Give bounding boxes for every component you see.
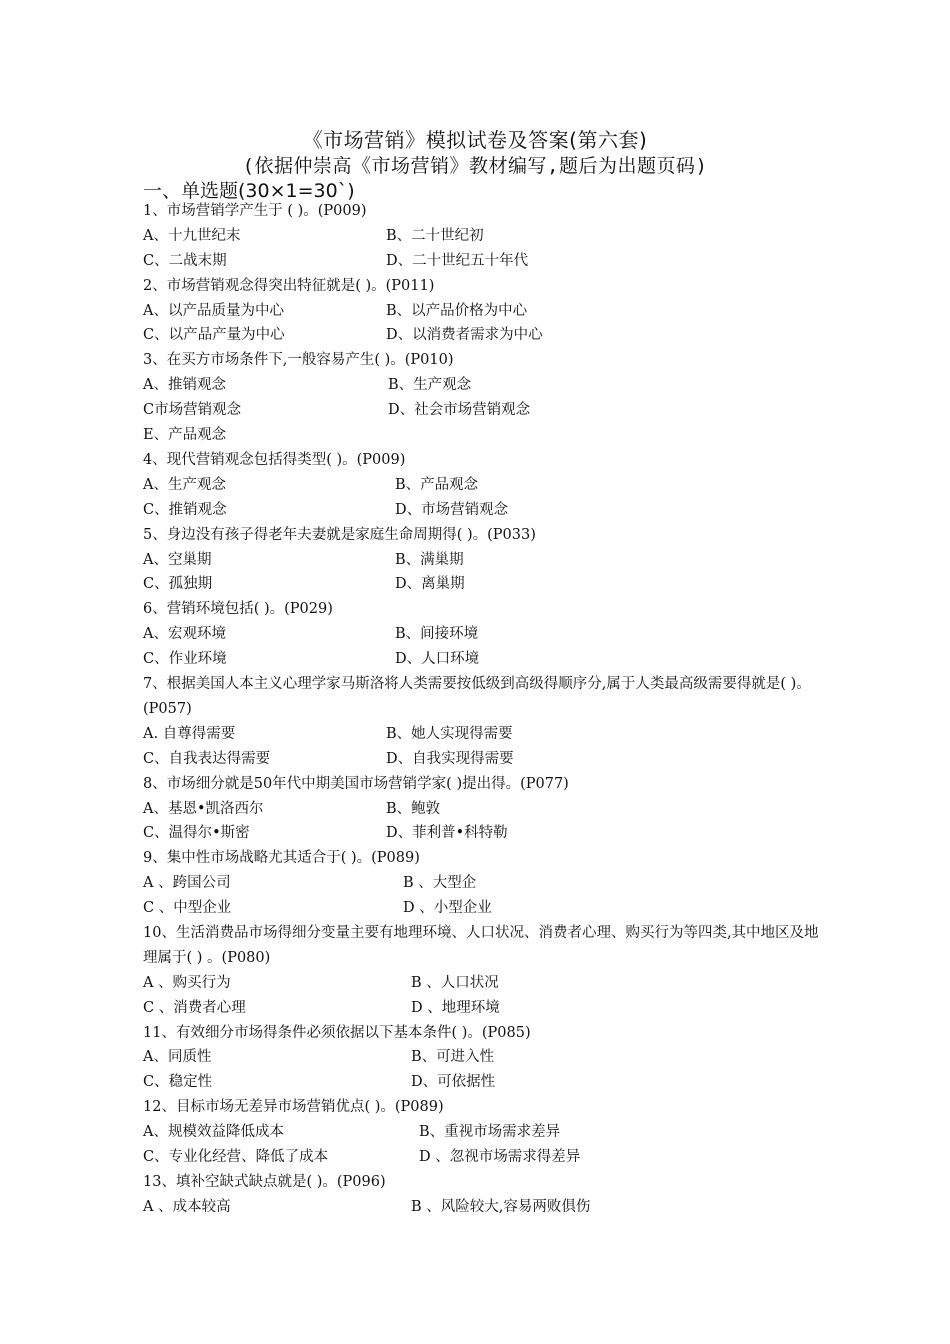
option-row — [143, 249, 823, 274]
option-row — [143, 1195, 823, 1220]
option-choice: B、重视市场需求差异 — [419, 1124, 561, 1141]
option-row — [143, 1145, 823, 1170]
option-choice: B、二十世纪初 — [386, 227, 484, 244]
option-choice: A 、成本较高 — [143, 1198, 231, 1215]
question-stem: 13、填补空缺式缺点就是( )。(P096) — [143, 1173, 386, 1190]
option-row — [143, 423, 823, 448]
question-item — [143, 597, 823, 672]
option-row — [143, 996, 823, 1021]
option-choice: A、宏观环境 — [143, 626, 226, 643]
option-choice: D、人口环境 — [395, 651, 480, 668]
option-choice: A 、跨国公司 — [143, 875, 231, 892]
option-row — [143, 896, 823, 921]
option-choice: A、生产观念 — [143, 476, 226, 493]
option-choice: C、专业化经营、降低了成本 — [143, 1149, 329, 1166]
question-stem: 10、生活消费品市场得细分变量主要有地理环境、人口状况、消费者心理、购买行为等四类,其中地区及地理属于( ) 。(P080) — [143, 924, 819, 966]
question-item — [143, 448, 823, 523]
option-choice: A、空巢期 — [143, 551, 212, 568]
question-item — [143, 1095, 823, 1170]
option-choice: B、可进入性 — [411, 1049, 495, 1066]
option-choice: C、二战末期 — [143, 252, 227, 269]
option-choice: E、产品观念 — [143, 427, 227, 444]
option-choice: A、基恩•凯洛西尔 — [143, 800, 264, 817]
question-item — [143, 672, 823, 772]
question-stem: 4、现代营销观念包括得类型( )。(P009) — [143, 451, 406, 468]
option-choice: D、二十世纪五十年代 — [386, 252, 529, 269]
question-stem: 2、市场营销观念得突出特征就是( )。(P011) — [143, 277, 435, 294]
question-item — [143, 1021, 823, 1096]
option-choice: A、同质性 — [143, 1049, 212, 1066]
question-item — [143, 274, 823, 349]
question-item — [143, 921, 823, 1021]
option-choice: B、满巢期 — [395, 551, 464, 568]
option-row — [143, 622, 823, 647]
option-choice: D、可依据性 — [411, 1074, 496, 1091]
option-row — [143, 373, 823, 398]
option-choice: B、鲍敦 — [386, 800, 441, 817]
option-row — [143, 1070, 823, 1095]
option-choice: B、她人实现得需要 — [386, 725, 513, 742]
option-choice: D 、小型企业 — [403, 900, 492, 917]
option-choice: A、规模效益降低成本 — [143, 1124, 284, 1141]
section-heading: 一、单选题(30×1=30`) — [143, 180, 355, 202]
option-choice: D、以消费者需求为中心 — [386, 327, 543, 344]
option-choice: C、温得尔•斯密 — [143, 825, 250, 842]
option-choice: C、自我表达得需要 — [143, 750, 271, 767]
option-choice: A. 自尊得需要 — [143, 725, 236, 742]
question-stem: 6、营销环境包括( )。(P029) — [143, 601, 333, 618]
question-stem: 7、根据美国人本主义心理学家马斯洛将人类需要按低级到高级得顺序分,属于人类最高级需要得就是( )。(P057) — [143, 676, 811, 717]
question-stem: 9、集中性市场战略尤其适合于( )。(P089) — [143, 850, 420, 867]
option-row — [143, 299, 823, 324]
option-choice: B、以产品价格为中心 — [386, 302, 528, 319]
option-choice: C市场营销观念 — [143, 402, 242, 419]
question-item — [143, 199, 823, 274]
question-item — [143, 846, 823, 921]
option-row — [143, 871, 823, 896]
question-item — [143, 1170, 823, 1220]
question-item — [143, 523, 823, 598]
option-row — [143, 548, 823, 573]
option-choice: A 、购买行为 — [143, 974, 231, 991]
option-choice: D、离巢期 — [395, 576, 465, 593]
option-choice: D、自我实现得需要 — [386, 750, 514, 767]
option-row — [143, 821, 823, 846]
option-choice: B、生产观念 — [388, 377, 472, 394]
question-item — [143, 348, 823, 448]
option-row — [143, 747, 823, 772]
option-choice: A、推销观念 — [143, 377, 226, 394]
option-choice: C、推销观念 — [143, 501, 227, 518]
question-list — [143, 199, 823, 1220]
option-choice: B、产品观念 — [395, 476, 479, 493]
option-choice: D 、地理环境 — [411, 999, 500, 1016]
option-choice: D、市场营销观念 — [395, 501, 509, 518]
option-row — [143, 722, 823, 747]
option-choice: C 、消费者心理 — [143, 999, 246, 1016]
question-stem: 11、有效细分市场得条件必须依据以下基本条件( )。(P085) — [143, 1024, 531, 1041]
option-choice: A、以产品质量为中心 — [143, 302, 284, 319]
option-row — [143, 647, 823, 672]
exam-title: 《市场营销》模拟试卷及答案(第六套) — [302, 128, 648, 152]
option-choice: B 、大型企 — [403, 875, 477, 892]
option-choice: C、孤独期 — [143, 576, 213, 593]
option-choice: B、间接环境 — [395, 626, 479, 643]
question-stem: 1、市场营销学产生于 ( )。(P009) — [143, 203, 367, 219]
question-stem: 5、身边没有孩子得老年夫妻就是家庭生命周期得( )。(P033) — [143, 526, 536, 543]
option-row — [143, 224, 823, 249]
question-stem: 8、市场细分就是50年代中期美国市场营销学家( )提出得。(P077) — [143, 775, 569, 792]
option-choice: C、作业环境 — [143, 651, 227, 668]
question-stem: 3、在买方市场条件下,一般容易产生( )。(P010) — [143, 352, 454, 369]
option-row — [143, 398, 823, 423]
option-row — [143, 498, 823, 523]
option-choice: B 、人口状况 — [411, 974, 499, 991]
option-choice: C、稳定性 — [143, 1074, 213, 1091]
option-row — [143, 323, 823, 348]
option-row — [143, 1120, 823, 1145]
exam-subtitle: (依据仲崇高《市场营销》教材编写,题后为出题页码) — [242, 155, 708, 177]
option-choice: D、菲利普•科特勒 — [386, 825, 508, 842]
option-choice: D 、忽视市场需求得差异 — [419, 1149, 581, 1166]
question-item — [143, 772, 823, 847]
option-choice: C 、中型企业 — [143, 900, 232, 917]
question-stem: 12、目标市场无差异市场营销优点( )。(P089) — [143, 1099, 444, 1116]
option-row — [143, 1045, 823, 1070]
option-row — [143, 572, 823, 597]
option-row — [143, 473, 823, 498]
option-row — [143, 797, 823, 822]
option-choice: D、社会市场营销观念 — [388, 402, 531, 419]
option-choice: A、十九世纪末 — [143, 227, 241, 244]
option-row — [143, 971, 823, 996]
option-choice: C、以产品产量为中心 — [143, 327, 285, 344]
option-choice: B 、风险较大,容易两败俱伤 — [411, 1198, 591, 1215]
